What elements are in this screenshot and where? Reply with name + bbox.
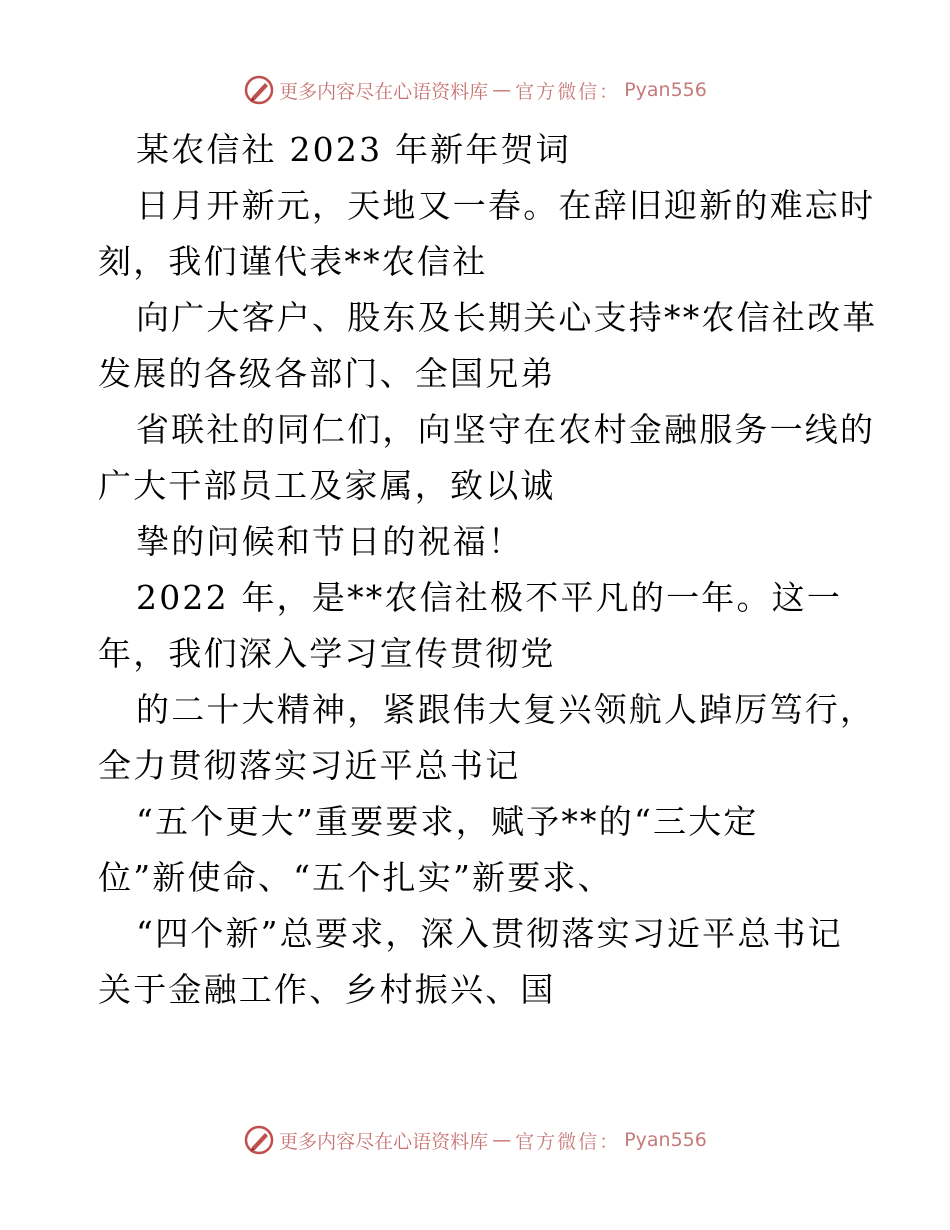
pen-logo-icon: [243, 1124, 275, 1156]
watermark-dash: —: [492, 79, 512, 101]
watermark-site-name: 更多内容尽在心语资料库: [279, 1130, 489, 1153]
text-line: 发展的各级各部门、全国兄弟: [98, 354, 556, 393]
footer-watermark: [0, 1124, 950, 1156]
watermark-dash: —: [492, 1129, 512, 1151]
watermark-wechat-id: Pyan556: [624, 79, 707, 101]
text-line: 日月开新元，天地又一春。在辞旧迎新的难忘时: [136, 186, 876, 225]
text-line: 的二十大精神，紧跟伟大复兴领航人踔厉笃行，: [136, 690, 876, 729]
watermark-wechat-label: 官方微信：: [515, 1130, 621, 1153]
text-line: 省联社的同仁们，向坚守在农村金融服务一线的: [136, 410, 876, 449]
text-line: “四个新”总要求，深入贯彻落实习近平总书记: [136, 914, 843, 953]
text-line: 年，我们深入学习宣传贯彻党: [98, 634, 556, 673]
watermark-wechat-id: Pyan556: [624, 1129, 707, 1151]
text-line: 2022 年，是**农信社极不平凡的一年。这一: [136, 578, 843, 617]
text-line: 关于金融工作、乡村振兴、国: [98, 970, 556, 1009]
document-title: 某农信社 2023 年新年贺词: [136, 130, 571, 169]
text-line: “五个更大”重要要求，赋予**的“三大定: [136, 802, 759, 841]
text-line: 全力贯彻落实习近平总书记: [98, 746, 521, 785]
text-line: 挚的问候和节日的祝福！: [136, 522, 524, 561]
text-line: 向广大客户、股东及长期关心支持**农信社改革: [136, 298, 878, 337]
watermark-site-name: 更多内容尽在心语资料库: [279, 80, 489, 103]
text-line: 位”新使命、“五个扎实”新要求、: [98, 858, 613, 897]
watermark-wechat-label: 官方微信：: [515, 80, 621, 103]
document-body: [98, 122, 878, 1018]
header-watermark: [0, 74, 950, 106]
pen-logo-icon: [243, 74, 275, 106]
text-line: 刻，我们谨代表**农信社: [98, 242, 488, 281]
text-line: 广大干部员工及家属，致以诚: [98, 466, 556, 505]
